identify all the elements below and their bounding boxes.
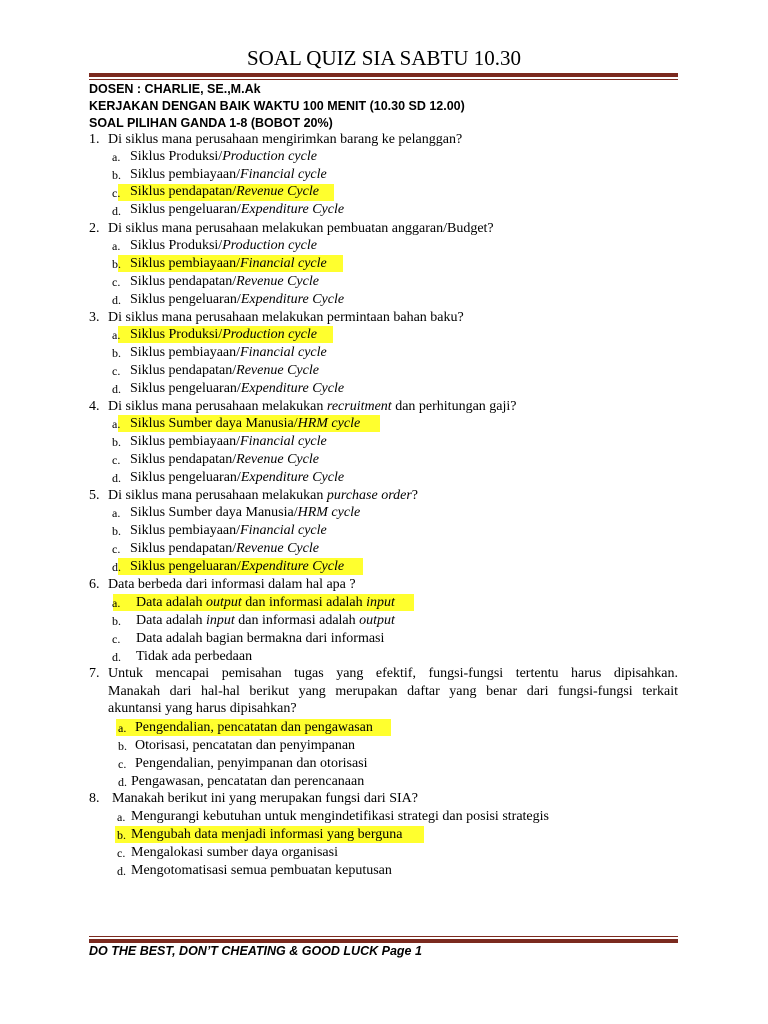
option-c: Siklus pendapatan/Revenue Cycle [130,363,319,378]
option-a: Mengurangi kebutuhan untuk mengindetifikasi strategi dan posisi strategis [131,809,549,824]
page-number: Page 1 [381,944,422,958]
option-b: Otorisasi, pencatatan dan penyimpanan [135,738,356,753]
footer-rule-thin [89,936,678,937]
option-d: Pengawasan, pencatatan dan perencanaan [131,774,365,789]
option-letter: b. [112,168,121,182]
section-line: SOAL PILIHAN GANDA 1-8 (BOBOT 20%) [89,116,333,130]
option-letter: b. [118,739,127,753]
question-number: 3. [89,310,100,325]
option-letter: a. [112,239,121,253]
option-letter: a. [112,150,121,164]
question-number: 1. [89,132,100,147]
option-c-correct: Siklus pendapatan/Revenue Cycle [130,184,319,199]
option-letter: b. [112,435,121,449]
instruction-line: KERJAKAN DENGAN BAIK WAKTU 100 MENIT (10.30 SD 12.00) [89,99,465,113]
question-number: 2. [89,221,100,236]
option-a-correct: Pengendalian, pencatatan dan pengawasan [135,720,373,735]
question-text: Di siklus mana perusahaan melakukan purchase order? [108,488,419,503]
option-c: Siklus pendapatan/Revenue Cycle [130,274,319,289]
option-letter: b. [112,257,121,271]
page-title: SOAL QUIZ SIA SABTU 10.30 [247,46,521,70]
option-b: Data adalah input dan informasi adalah output [136,613,395,628]
option-letter: c. [112,186,121,200]
option-letter: a. [112,596,121,610]
option-letter: c. [112,542,121,556]
option-d: Tidak ada perbedaan [136,649,253,664]
option-b: Siklus pembiayaan/Financial cycle [130,167,327,182]
option-letter: a. [112,417,121,431]
option-letter: d. [112,650,121,664]
question-number: 8. [89,791,100,806]
option-letter: a. [118,721,127,735]
option-c: Siklus pendapatan/Revenue Cycle [130,541,319,556]
option-a-correct: Siklus Produksi/Production cycle [130,327,317,342]
header-rule-thick [89,73,678,77]
option-d: Siklus pengeluaran/Expenditure Cycle [130,470,345,485]
option-a-correct: Siklus Sumber daya Manusia/HRM cycle [130,416,361,431]
question-text: Di siklus mana perusahaan mengirimkan barang ke pelanggan? [108,132,463,147]
option-a: Siklus Sumber daya Manusia/HRM cycle [130,505,361,520]
option-b: Siklus pembiayaan/Financial cycle [130,434,327,449]
option-b-correct: Mengubah data menjadi informasi yang berguna [131,827,403,842]
option-b-correct: Siklus pembiayaan/Financial cycle [130,256,327,271]
option-letter: d. [112,560,121,574]
option-letter: c. [118,757,127,771]
question-text: Manakah berikut ini yang merupakan fungsi dari SIA? [112,791,418,806]
option-c: Siklus pendapatan/Revenue Cycle [130,452,319,467]
option-letter: d. [112,382,121,396]
option-letter: a. [112,328,121,342]
option-letter: b. [117,828,126,842]
option-letter: d. [112,293,121,307]
header-rule-thin [89,79,678,80]
option-letter: b. [112,524,121,538]
question-text: Di siklus mana perusahaan melakukan pembuatan anggaran/Budget? [108,221,494,236]
option-d: Siklus pengeluaran/Expenditure Cycle [130,202,345,217]
question-number: 6. [89,577,100,592]
option-letter: b. [112,346,121,360]
option-d: Siklus pengeluaran/Expenditure Cycle [130,381,345,396]
option-letter: d. [112,471,121,485]
option-c: Data adalah bagian bermakna dari informasi [136,631,385,646]
option-c: Mengalokasi sumber daya organisasi [131,845,338,860]
option-letter: d. [118,775,127,789]
option-letter: c. [112,275,121,289]
option-d: Siklus pengeluaran/Expenditure Cycle [130,292,345,307]
option-d: Mengotomatisasi semua pembuatan keputusan [131,863,392,878]
option-c: Pengendalian, penyimpanan dan otorisasi [135,756,368,771]
lecturer-line: DOSEN : CHARLIE, SE.,M.Ak [89,82,261,96]
option-letter: c. [112,364,121,378]
option-letter: d. [112,204,121,218]
question-number: 7. [89,666,100,681]
question-number: 4. [89,399,100,414]
option-letter: c. [117,846,126,860]
option-letter: d. [117,864,126,878]
option-a-correct: Data adalah output dan informasi adalah input [136,595,395,610]
option-b: Siklus pembiayaan/Financial cycle [130,523,327,538]
question-text: Di siklus mana perusahaan melakukan recruitment dan perhitungan gaji? [108,399,517,414]
option-b: Siklus pembiayaan/Financial cycle [130,345,327,360]
footer-text: DO THE BEST, DON’T CHEATING & GOOD LUCK [89,944,379,958]
question-text: Untuk mencapai pemisahan tugas yang efektif, fungsi-fungsi tertentu harus dipisahkan. Manakah dari hal-hal berikut yang merupakan daftar yang benar dari fungsi-fungsi terkait akuntansi yang harus dipisahkan? [108,666,678,716]
question-text: Data berbeda dari informasi dalam hal apa ? [108,577,356,592]
option-d-correct: Siklus pengeluaran/Expenditure Cycle [130,559,345,574]
option-letter: c. [112,632,121,646]
option-letter: b. [112,614,121,628]
footer [89,944,422,958]
question-number: 5. [89,488,100,503]
option-letter: a. [117,810,126,824]
option-letter: c. [112,453,121,467]
option-letter: a. [112,506,121,520]
question-text: Di siklus mana perusahaan melakukan permintaan bahan baku? [108,310,464,325]
footer-rule-thick [89,939,678,943]
option-a: Siklus Produksi/Production cycle [130,149,317,164]
option-a: Siklus Produksi/Production cycle [130,238,317,253]
